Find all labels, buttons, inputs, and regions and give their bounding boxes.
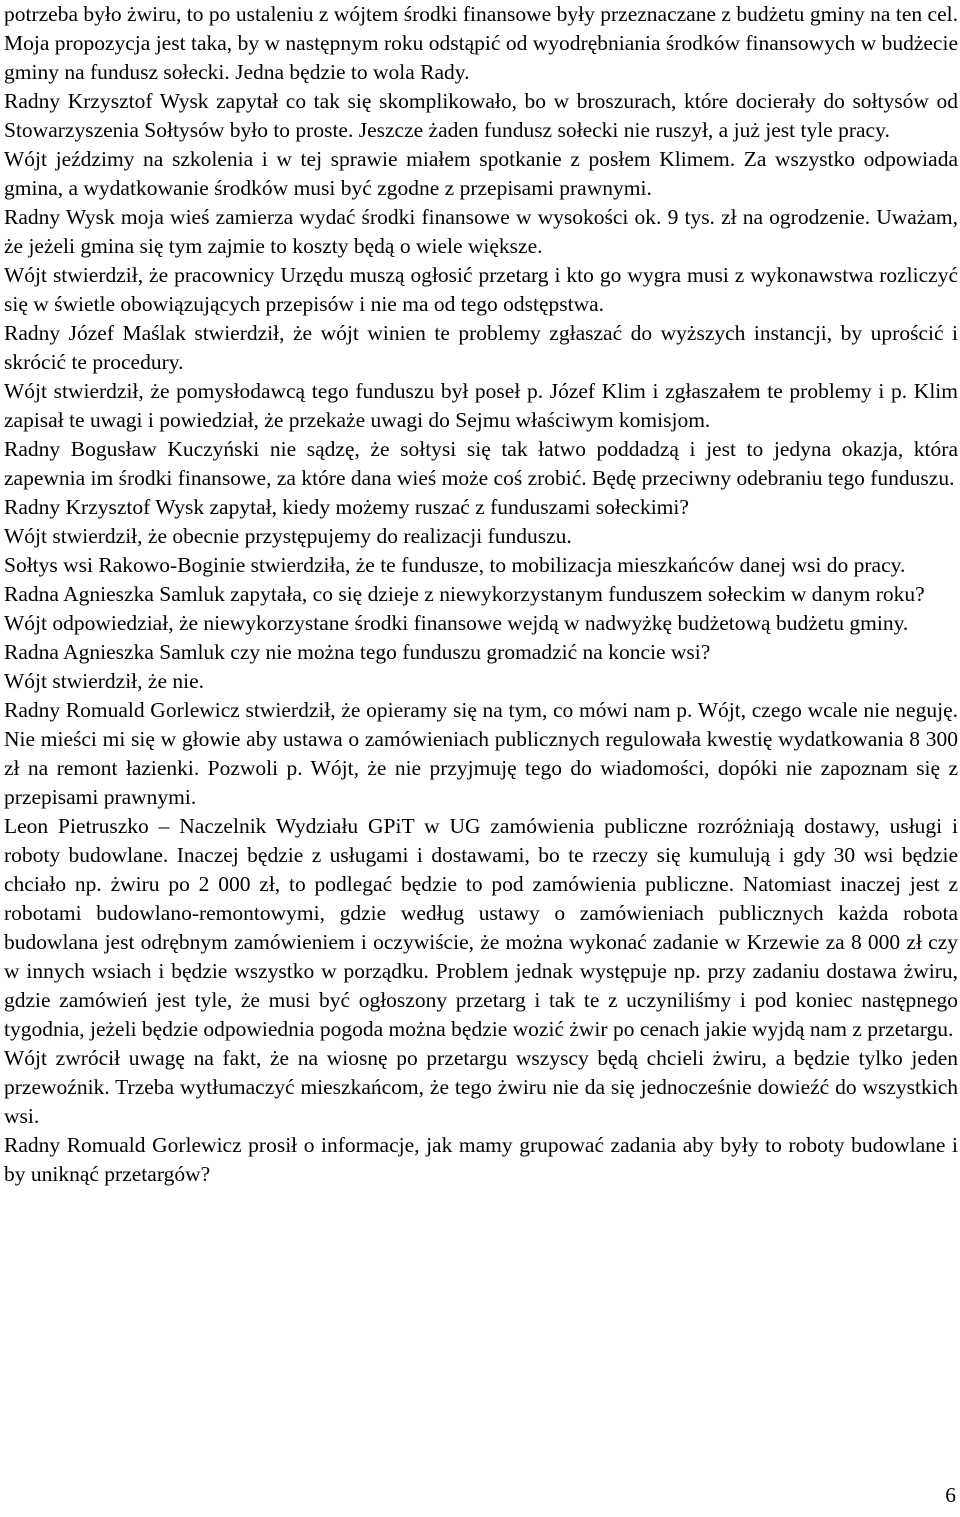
paragraph-5: Wójt stwierdził, że pracownicy Urzędu muszą ogłosić przetarg i kto go wygra musi z wykonawstwa rozliczyć się w świetle obowiązujących przepisów i nie ma od tego odstępstwa. (4, 263, 958, 316)
paragraph-1: potrzeba było żwiru, to po ustaleniu z wójtem środki finansowe były przeznaczane z budżetu gminy na ten cel. Moja propozycja jest taka, by w następnym roku odstąpić od wyodrębniania środków finansowych w budżecie gminy na fundusz sołecki. Jedna będzie to wola Rady. (4, 2, 958, 84)
paragraph-3: Wójt jeździmy na szkolenia i w tej sprawie miałem spotkanie z posłem Klimem. Za wszystko odpowiada gmina, a wydatkowanie środków musi być zgodne z przepisami prawnymi. (4, 147, 958, 200)
paragraph-15: Wójt stwierdził, że nie. (4, 669, 204, 693)
paragraph-19: Radny Romuald Gorlewicz prosił o informacje, jak mamy grupować zadania aby były to roboty budowlane i by uniknąć przetargów? (4, 1133, 958, 1186)
paragraph-12: Radna Agnieszka Samluk zapytała, co się dzieje z niewykorzystanym funduszem sołeckim w danym roku? (4, 582, 925, 606)
paragraph-6: Radny Józef Maślak stwierdził, że wójt winien te problemy zgłaszać do wyższych instancji, by uprościć i skrócić te procedury. (4, 321, 958, 374)
paragraph-4: Radny Wysk moja wieś zamierza wydać środki finansowe w wysokości ok. 9 tys. zł na ogrodzenie. Uważam, że jeżeli gmina się tym zajmie to koszty będą o wiele większe. (4, 205, 958, 258)
document-body (4, 0, 958, 1189)
paragraph-7: Wójt stwierdził, że pomysłodawcą tego funduszu był poseł p. Józef Klim i zgłaszałem te problemy i p. Klim zapisał te uwagi i powiedział, że przekaże uwagi do Sejmu właściwym komisjom. (4, 379, 958, 432)
paragraph-18: Wójt zwrócił uwagę na fakt, że na wiosnę po przetargu wszyscy będą chcieli żwiru, a będzie tylko jeden przewoźnik. Trzeba wytłumaczyć mieszkańcom, że tego żwiru nie da się jednocześnie dowieźć do wszystkich wsi. (4, 1046, 958, 1128)
paragraph-8: Radny Bogusław Kuczyński nie sądzę, że sołtysi się tak łatwo poddadzą i jest to jedyna okazja, która zapewnia im środki finansowe, za które dana wieś może coś zrobić. Będę przeciwny odebraniu tego funduszu. (4, 437, 958, 490)
paragraph-16: Radny Romuald Gorlewicz stwierdził, że opieramy się na tym, co mówi nam p. Wójt, czego wcale nie neguję. Nie mieści mi się w głowie aby ustawa o zamówieniach publicznych regulowała kwestię wydatkowania 8 300 zł na remont łazienki. Pozwoli p. Wójt, że nie przyjmuję tego do wiadomości, dopóki nie zapoznam się z przepisami prawnymi. (4, 698, 958, 809)
paragraph-11: Sołtys wsi Rakowo-Boginie stwierdziła, że te fundusze, to mobilizacja mieszkańców danej wsi do pracy. (4, 553, 906, 577)
paragraph-13: Wójt odpowiedział, że niewykorzystane środki finansowe wejdą w nadwyżkę budżetową budżetu gminy. (4, 611, 909, 635)
paragraph-17: Leon Pietruszko – Naczelnik Wydziału GPiT w UG zamówienia publiczne rozróżniają dostawy, usługi i roboty budowlane. Inaczej będzie z usługami i dostawami, bo te rzeczy się kumulują i gdy 30 wsi będzie chciało np. żwiru po 2 000 zł, to podlegać będzie to pod zamówienia publiczne. Natomiast inaczej jest z robotami budowlano-remontowymi, gdzie według ustawy o zamówieniach publicznych każda robota budowlana jest odrębnym zamówieniem i oczywiście, że można wykonać zadanie w Krzewie za 8 000 zł czy w innych wsiach i będzie wszystko w porządku. Problem jednak występuje np. przy zadaniu dostawa żwiru, gdzie zamówień jest tyle, że musi być ogłoszony przetarg i tak te z uczyniliśmy i pod koniec następnego tygodnia, jeżeli będzie odpowiednia pogoda można będzie wozić żwir po cenach jakie wyjdą nam z przetargu. (4, 814, 958, 1041)
paragraph-2: Radny Krzysztof Wysk zapytał co tak się skomplikowało, bo w broszurach, które docierały do sołtysów od Stowarzyszenia Sołtysów było to proste. Jeszcze żaden fundusz sołecki nie ruszył, a już jest tyle pracy. (4, 89, 958, 142)
paragraph-9: Radny Krzysztof Wysk zapytał, kiedy możemy ruszać z funduszami sołeckimi? (4, 495, 689, 519)
page-number: 6 (945, 1483, 956, 1507)
paragraph-10: Wójt stwierdził, że obecnie przystępujemy do realizacji funduszu. (4, 524, 572, 548)
paragraph-14: Radna Agnieszka Samluk czy nie można tego funduszu gromadzić na koncie wsi? (4, 640, 711, 664)
